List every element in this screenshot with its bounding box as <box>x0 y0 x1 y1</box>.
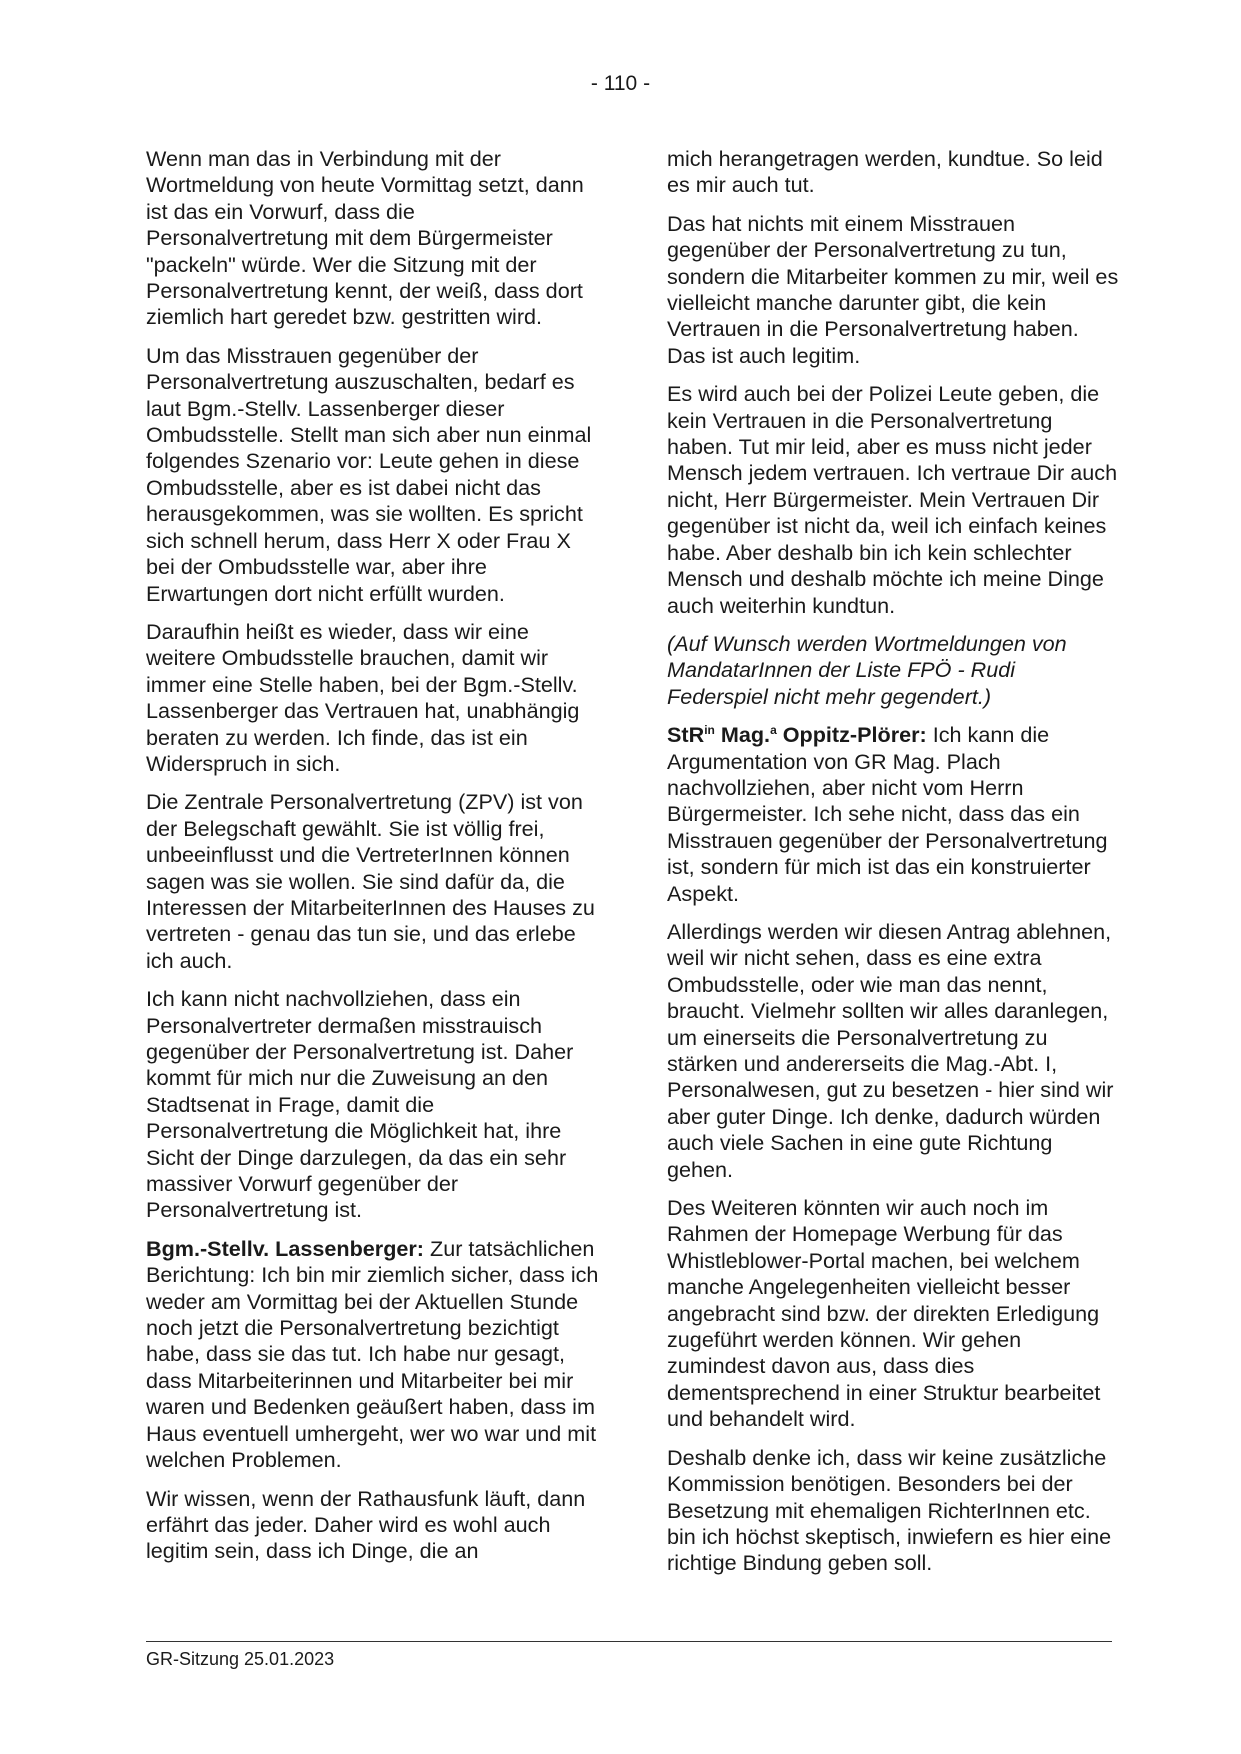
speaker-title-sup-a: a <box>770 722 777 737</box>
right-paragraph-6: Allerdings werden wir diesen Antrag ablehnen, weil wir nicht sehen, dass es eine extra Ombudsstelle, oder wie man das nennt, braucht. Vielmehr sollten wir alles daranlegen, um einerseits die Personalvertretung zu stärken und andererseits die Mag.-Abt. I, Personalwesen, gut zu besetzen - hier sind wir aber guter Dinge. Ich denke, dadurch würden auch viele Sachen in eine gute Richtung gehen. <box>667 918 1114 1182</box>
right-paragraph-note: (Auf Wunsch werden Wortmeldungen von MandatarInnen der Liste FPÖ - Rudi Federspiel nicht mehr gegendert.) <box>667 630 1067 709</box>
speaker-name-lassenberger: Bgm.-Stellv. Lassenberger: <box>146 1235 424 1261</box>
left-column <box>146 146 600 1577</box>
left-paragraph-3: Daraufhin heißt es wieder, dass wir eine weitere Ombudsstelle brauchen, damit wir immer eine Stelle haben, bei der Bgm.-Stellv. Lassenberger das Vertrauen hat, unabhängig beraten zu werden. Ich finde, das ist ein Widerspruch in sich. <box>146 618 580 776</box>
right-paragraph-7: Des Weiteren könnten wir auch noch im Rahmen der Homepage Werbung für das Whistleblower-Portal machen, bei welchem manche Angelegenheiten vielleicht besser angebracht sind bzw. der direkten Erledigung zugeführt werden können. Wir gehen zumindest davon aus, dass dies dementsprechend in einer Struktur bearbeitet und behandelt wird. <box>667 1195 1101 1432</box>
speaker-surname: Oppitz-Plörer: <box>776 722 927 748</box>
speaker-title-sup-in: in <box>704 722 715 737</box>
right-paragraph-3: Es wird auch bei der Polizei Leute geben, die kein Vertrauen in die Personalvertretung haben. Tut mir leid, aber es muss nicht jeder Mensch jedem vertrauen. Ich vertraue Dir auch nicht, Herr Bürgermeister. Mein Vertrauen Dir gegenüber ist nicht da, weil ich einfach keines habe. Aber deshalb bin ich kein schlechter Mensch und deshalb möchte ich meine Dinge auch weiterhin kundtun. <box>667 381 1118 618</box>
right-paragraph-8: Deshalb denke ich, dass wir keine zusätzliche Kommission benötigen. Besonders bei der Besetzung mit ehemaligen RichterInnen etc. bin ich höchst skeptisch, inwiefern es hier eine richtige Bindung geben soll. <box>667 1444 1112 1576</box>
left-paragraph-7: Wir wissen, wenn der Rathausfunk läuft, dann erfährt das jeder. Daher wird es wohl auch legitim sein, dass ich Dinge, die an <box>146 1485 586 1564</box>
speech-text-lassenberger: Zur tatsächlichen Berichtung: Ich bin mir ziemlich sicher, dass ich weder am Vormittag bei der Aktuellen Stunde noch jetzt die Personalvertretung bezichtigt habe, dass sie das tut. Ich habe nur gesagt, dass Mitarbeiterinnen und Mitarbeiter bei mir waren und Bedenken geäußert haben, dass im Haus eventuell umhergeht, wer wo war und mit welchen Problemen. <box>146 1235 599 1473</box>
footer-session-date: GR-Sitzung 25.01.2023 <box>146 1649 335 1669</box>
speech-text-oppitz-ploerer: Ich kann die Argumentation von GR Mag. Plach nachvollziehen, aber nicht vom Herrn Bürgermeister. Ich sehe nicht, dass das ein Misstrauen gegenüber der Personalvertretung ist, sondern für mich ist das ein konstruierter Aspekt. <box>667 722 1108 906</box>
left-paragraph-4: Die Zentrale Personalvertretung (ZPV) ist von der Belegschaft gewählt. Sie ist völlig frei, unbeeinflusst und die VertreterInnen können sagen was sie wollen. Sie sind dafür da, die Interessen der MitarbeiterInnen des Hauses zu vertreten - genau das tun sie, und das erlebe ich auch. <box>146 789 595 973</box>
page-number: - 110 - <box>590 72 651 95</box>
right-paragraph-5 <box>667 722 1121 907</box>
speaker-name-oppitz-ploerer <box>667 722 927 747</box>
right-paragraph-2: Das hat nichts mit einem Misstrauen gegenüber der Personalvertretung zu tun, sondern die Mitarbeiter kommen zu mir, weil es vielleicht manche darunter gibt, die kein Vertrauen in die Personalvertretung haben. Das ist auch legitim. <box>667 210 1119 368</box>
left-paragraph-6 <box>146 1236 600 1474</box>
right-column <box>667 146 1121 1589</box>
speaker-title-str: StR <box>667 722 705 748</box>
left-paragraph-1: Wenn man das in Verbindung mit der Wortmeldung von heute Vormittag setzt, dann ist das ein Vorwurf, dass die Personalvertretung mit dem Bürgermeister "packeln" würde. Wer die Sitzung mit der Personalvertretung kennt, der weiß, dass dort ziemlich hart geredet bzw. gestritten wird. <box>146 146 584 330</box>
left-paragraph-2: Um das Misstrauen gegenüber der Personalvertretung auszuschalten, bedarf es laut Bgm.-Stellv. Lassenberger dieser Ombudsstelle. Stellt man sich aber nun einmal folgendes Szenario vor: Leute gehen in diese Ombudsstelle, aber es ist dabei nicht das herausgekommen, was sie wollten. Es spricht sich schnell herum, dass Herr X oder Frau X bei der Ombudsstelle war, aber ihre Erwartungen dort nicht erfüllt wurden. <box>146 342 592 606</box>
footer-divider <box>146 1641 1112 1642</box>
speaker-title-mag: Mag. <box>714 722 771 748</box>
left-paragraph-5: Ich kann nicht nachvollziehen, dass ein Personalvertreter dermaßen misstrauisch gegenüber der Personalvertretung ist. Daher kommt für mich nur die Zuweisung an den Stadtsenat in Frage, damit die Personalvertretung die Möglichkeit hat, ihre Sicht der Dinge darzulegen, da das ein sehr massiver Vorwurf gegenüber der Personalvertretung ist. <box>146 986 574 1223</box>
right-paragraph-1: mich herangetragen werden, kundtue. So leid es mir auch tut. <box>667 146 1103 198</box>
